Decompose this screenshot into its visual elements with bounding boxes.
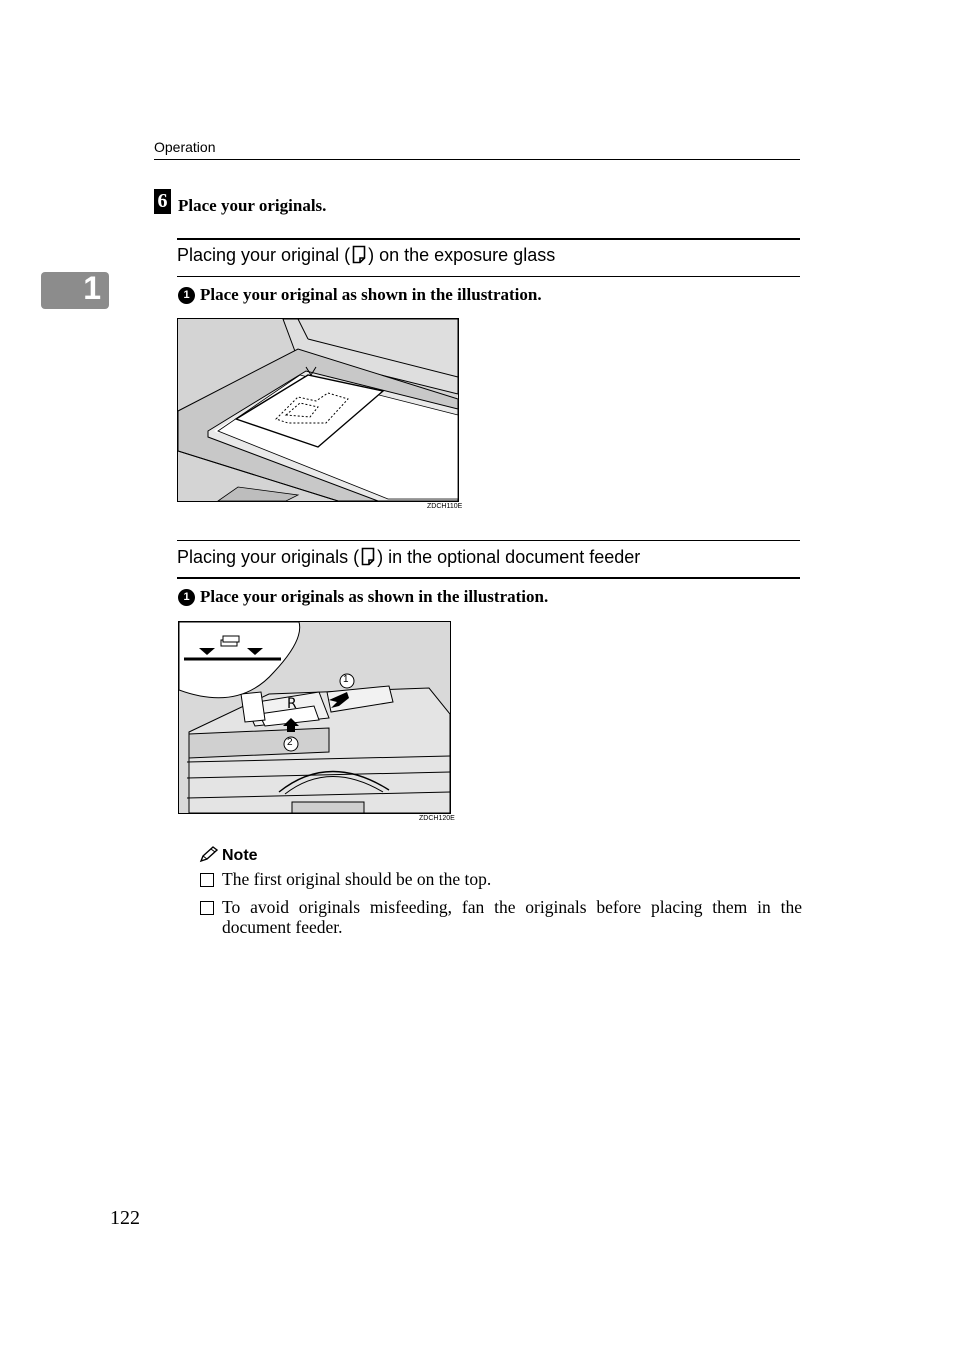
pencil-note-icon [199, 845, 219, 863]
step-number-badge: 6 [154, 189, 171, 214]
checkbox-bullet-icon [200, 901, 214, 915]
instruction-number-icon: 1 [178, 287, 195, 304]
exposure-glass-illustration [177, 318, 459, 502]
note-label: Note [222, 847, 258, 864]
figure-code-glass: ZDCH110E [427, 503, 463, 510]
callout-2-label: 2 [287, 737, 293, 748]
exposure-glass-drawing [178, 319, 458, 501]
running-header: Operation [154, 139, 216, 155]
figure-code-feeder: ZDCH120E [419, 815, 455, 822]
chapter-tab [41, 272, 109, 309]
section-glass-bottom-rule [177, 276, 800, 277]
section-glass-instruction: Place your original as shown in the illustration. [200, 285, 542, 304]
page-number: 122 [110, 1207, 140, 1229]
svg-text:R: R [287, 696, 297, 712]
note-item-1: The first original should be on the top. [222, 869, 492, 889]
step-text: Place your originals. [178, 196, 327, 215]
chapter-number: 1 [83, 270, 101, 306]
header-rule [154, 159, 800, 160]
section-feeder-title [177, 547, 640, 568]
section-feeder-instruction: Place your originals as shown in the illustration. [200, 587, 549, 606]
instruction-number-icon: 1 [178, 589, 195, 606]
callout-1-label: 1 [343, 674, 349, 685]
section-glass-title [177, 245, 555, 266]
document-feeder-drawing [179, 622, 450, 813]
portrait-original-icon [352, 245, 366, 264]
section-feeder-title-end: ) in the optional document feeder [377, 547, 641, 567]
section-glass-title-end: ) on the exposure glass [368, 245, 556, 265]
section-feeder-title-start: Placing your originals ( [177, 547, 360, 567]
checkbox-bullet-icon [200, 873, 214, 887]
section-feeder-bottom-rule [177, 577, 800, 579]
section-glass-title-start: Placing your original ( [177, 245, 351, 265]
section-glass-top-rule [177, 238, 800, 240]
document-feeder-illustration [178, 621, 451, 814]
portrait-original-icon [361, 547, 375, 566]
note-item-2: To avoid originals misfeeding, fan the originals before placing them in the document feeder. [222, 897, 802, 937]
section-feeder-top-rule [177, 540, 800, 541]
